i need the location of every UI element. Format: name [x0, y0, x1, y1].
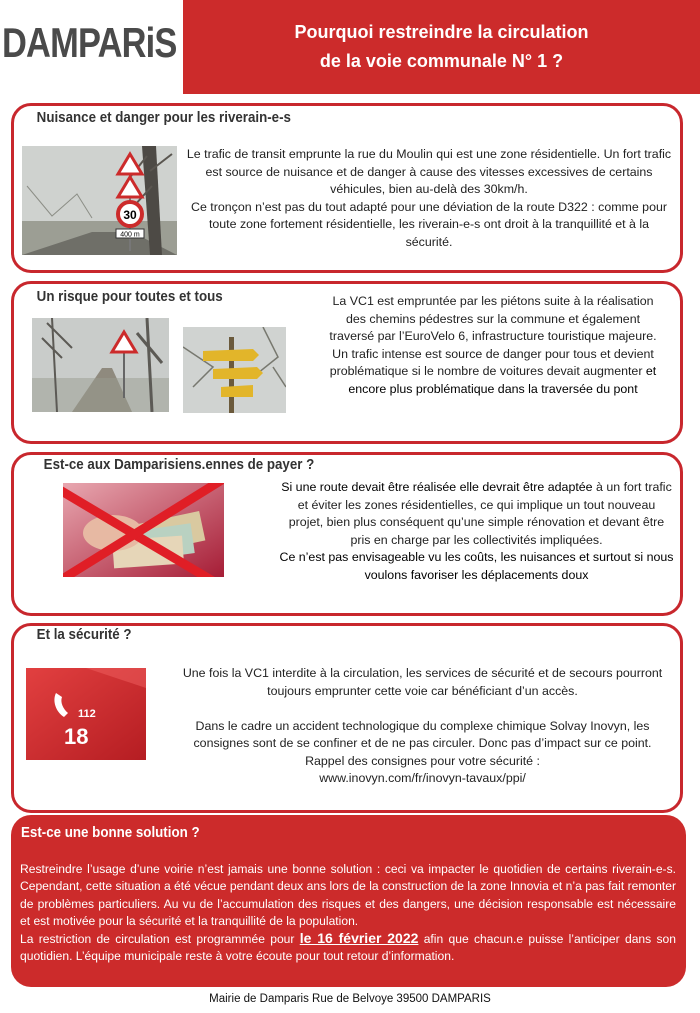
- section-security-paragraph-3: Rappel des consignes pour votre sécurité :: [305, 753, 540, 768]
- logo-area: [0, 0, 183, 94]
- photo-hiking-signpost: [183, 327, 286, 413]
- section-nuisance-text: [185, 146, 673, 251]
- section-payment-title: Est-ce aux Damparisiens.ennes de payer ?: [40, 457, 318, 473]
- section-nuisance-paragraph-1: Le trafic de transit emprunte la rue du Moulin qui est une zone résidentielle. Un fort trafic est source de nuisance et de danger à cause des vitesses excessives de certains véhicules, bien au-delà des 30km/h.: [186, 147, 672, 196]
- section-conclusion-paragraph-2-end: afin que chacun.e puisse l’anticiper dans son quotidien. L’équipe municipale reste à votre écoute pour tout retour d’information.: [20, 932, 676, 964]
- section-conclusion-title: Est-ce une bonne solution ?: [21, 825, 200, 841]
- distance-sign: 400 m: [120, 231, 140, 239]
- header-band: [183, 0, 700, 94]
- section-nuisance-paragraph-2: Ce tronçon n’est pas du tout adapté pour une déviation de la route D322 : comme pour toute zone fortement résidentielle, les riverain-e-s ont droit à la tranquillité et à la sécurité.: [191, 199, 667, 249]
- logo: DAMPARiS: [2, 19, 177, 66]
- section-security-title: Et la sécurité ?: [33, 627, 135, 643]
- speed-sign-number: 30: [123, 208, 137, 222]
- section-risk-title: Un risque pour toutes et tous: [33, 289, 226, 305]
- page-title-line1: Pourquoi restreindre la circulation: [294, 22, 589, 42]
- page-title: [183, 18, 700, 76]
- restriction-date: le 16 février 2022: [299, 930, 419, 947]
- section-payment-paragraph-2: Ce n’est pas envisageable vu les coûts, les nuisances et surtout si nous voulons favoriser les déplacements doux: [279, 550, 674, 582]
- emergency-number-112: 112: [78, 708, 96, 720]
- section-risk-emphasis: et encore plus problématique dans la traversée du pont: [348, 364, 657, 396]
- page-title-line2: de la voie communale N° 1 ?: [319, 51, 564, 71]
- photo-fire-truck: [26, 668, 146, 760]
- section-security-paragraph-2: Dans le cadre un accident technologique du complexe chimique Solvay Inovyn, les consignes sont de se confiner et de ne pas circuler. Donc pas d’impact sur ce point.: [193, 718, 652, 750]
- section-conclusion-paragraph-2-start: La restriction de circulation est programmée pour: [20, 932, 300, 947]
- section-payment-paragraph-main: Si une route devait être réalisée elle devrait être adaptée: [281, 480, 593, 494]
- section-payment-text: [279, 479, 674, 584]
- photo-foggy-road: [32, 318, 169, 412]
- security-link[interactable]: www.inovyn.com/fr/inovyn-tavaux/ppi/: [319, 771, 526, 785]
- section-conclusion-paragraph-1: Restreindre l’usage d’une voirie n’est jamais une bonne solution : ceci va impacter le quotidien de certains riverain-e-s. Cependant, cette situation a été vécue pendant deux ans lors de la construction de la zone Innovia et n’a pas fait remonter de problèmes particuliers. Au vu de l’accumulation des risques et des dangers, une décision responsable est nécessaire et est motivée pour la sécurité et la tranquillité de la population.: [20, 862, 676, 928]
- section-nuisance-title: Nuisance et danger pour les riverain-e-s: [33, 110, 295, 126]
- footer-address: Mairie de Damparis Rue de Belvoye 39500 DAMPARIS: [209, 993, 491, 1005]
- photo-road-fog-sign: [22, 146, 177, 255]
- section-payment-paragraph-rest: à un fort trafic et éviter les zones résidentielles, ce qui implique un tout nouveau projet, bien plus conséquent qu’une simple rénovation et devant être pris en charge par les collectivités impliquées.: [288, 480, 672, 547]
- photo-banknotes-crossed: [63, 483, 224, 577]
- emergency-number-18: 18: [64, 724, 89, 749]
- section-risk-text: [328, 293, 658, 398]
- section-security-text: [175, 665, 670, 788]
- section-conclusion-text: [20, 861, 676, 966]
- section-security-paragraph-1: Une fois la VC1 interdite à la circulation, les services de sécurité et de secours pourront toujours emprunter cette voie car bénéficiant d’un accès.: [182, 666, 663, 698]
- section-conclusion: [11, 815, 686, 987]
- section-risk-paragraph: La VC1 est empruntée par les piétons suite à la réalisation des chemins pédestres sur la commune et également traversé par l’EuroVelo 6, infrastructure touristique majeure. Un trafic intense est source de danger pour tous et devient problématique si le nombre de voitures devait augmenter: [329, 294, 657, 378]
